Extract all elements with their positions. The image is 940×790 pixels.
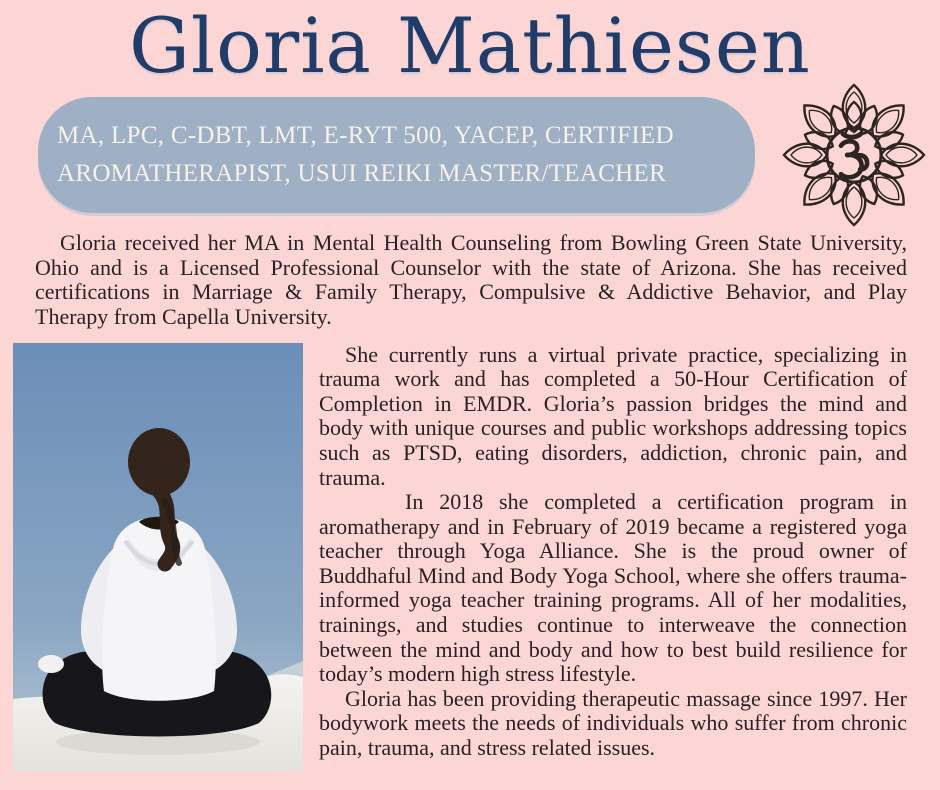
om-lotus-icon [779, 80, 929, 230]
paragraph-practice: She currently runs a virtual private practice, specializing in trauma work and has completed a 50-Hour Certification of Completion in EMDR. Gloria’s passion bridges the mind and body with unique courses and public workshops addressing topics such as PTSD, eating disorders, addiction, chronic pain, and trauma. [319, 341, 907, 490]
meditation-photo [13, 343, 303, 771]
paragraph-education: Gloria received her MA in Mental Health Counseling from Bowling Green State University, Ohio and is a Licensed Professional Counselor with the state of Arizona. She has received certifications in Marriage & Family Therapy, Compulsive & Addictive Behavior, and Play Therapy from Capella University. [35, 230, 907, 329]
credentials-badge [38, 97, 755, 213]
hoodie-torso [102, 517, 216, 701]
om-glyph [841, 127, 867, 178]
credentials-text: MA, LPC, C-DBT, LMT, E-RYT 500, YACEP, CERTIFIED AROMATHERAPIST, USUI REIKI MASTER/TEACHER [57, 122, 674, 188]
bio-flyer [0, 2, 940, 771]
page-title: Gloria Mathiesen [129, 1, 811, 90]
paragraph-yoga: In 2018 she completed a certification program in aromatherapy and in February of 2019 became a registered yoga teacher through Yoga Alliance. She is the proud owner of Buddhaful Mind and Body Yoga School, where she offers trauma-informed yoga teacher training programs. All of her modalities, trainings, and studies continue to interweave the connection between the mind and body and how to best build resilience for today’s modern high stress lifestyle. [319, 489, 907, 687]
content-columns [13, 343, 907, 771]
bio-text-column [319, 343, 907, 771]
paragraph-massage: Gloria has been providing therapeutic massage since 1997. Her bodywork meets the needs of individuals who suffer from chronic pain, trauma, and stress related issues. [319, 685, 907, 761]
credentials-row [38, 96, 930, 214]
om-lotus-svg [779, 80, 929, 230]
left-hand [38, 655, 64, 673]
meditation-photo-svg [13, 343, 303, 771]
